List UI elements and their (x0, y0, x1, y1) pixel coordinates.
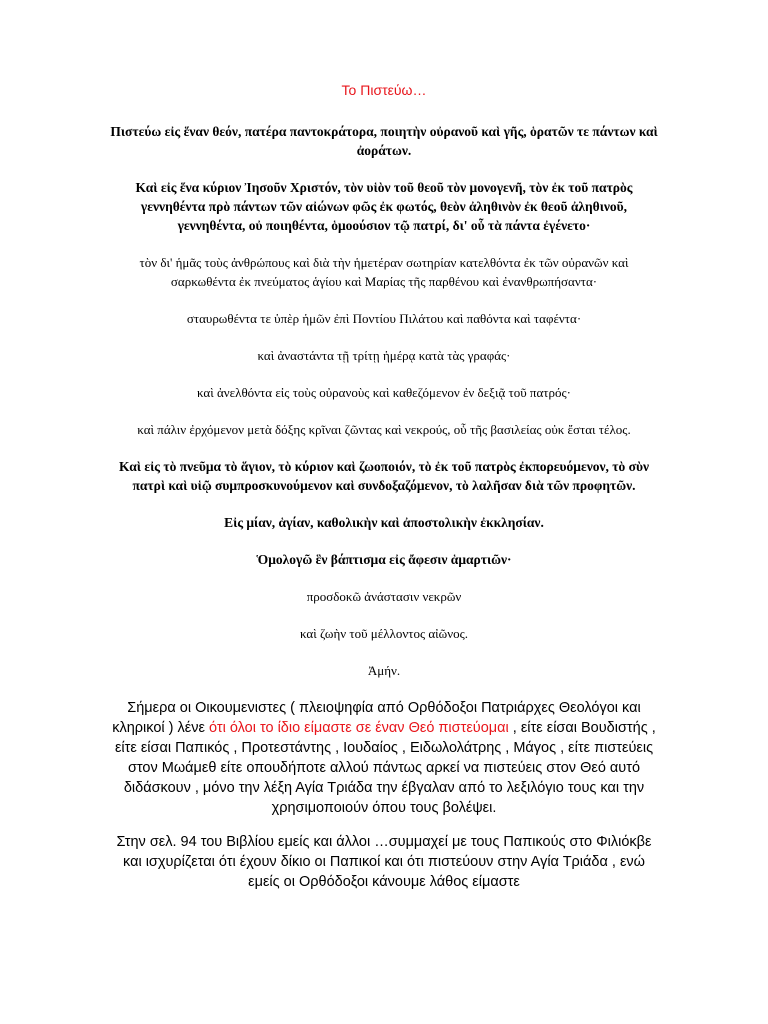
creed-amen: Ἀμήν. (367, 663, 401, 678)
commentary-highlight: ότι όλοι το ίδιο είμαστε σε έναν Θεό πιστεύομαι (208, 720, 509, 736)
creed-article-4: σταυρωθέντα τε ὑπὲρ ἡμῶν ἐπὶ Ποντίου Πιλάτου καὶ παθόντα καὶ ταφέντα· (186, 311, 582, 326)
document-title: Το Πιστεύω… (341, 82, 427, 98)
commentary-paragraph-1 (110, 698, 658, 818)
commentary-paragraph-2: Στην σελ. 94 του Βιβλίου εμείς και άλλοι …συμμαχεί με τους Παπικούς στο Φιλιόκβε και ισχυρίζεται ότι έχουν δίκιο οι Παπικοί και ότι πιστεύουν στην Αγία Τριάδα , ενώ εμείς οι Ορθόδοξοι κάνουμε λάθος είμαστε (116, 834, 652, 890)
creed-article-6: καὶ ἀνελθόντα εἰς τοὺς οὐρανοὺς καὶ καθεζόμενον ἐν δεξιᾷ τοῦ πατρός· (197, 385, 571, 400)
creed-article-7: καὶ πάλιν ἐρχόμενον μετὰ δόξης κρῖναι ζῶντας καὶ νεκρούς, οὗ τῆς βασιλείας οὐκ ἔσται τέλος. (137, 422, 631, 437)
creed-article-12: καὶ ζωὴν τοῦ μέλλοντος αἰῶνος. (300, 626, 468, 641)
creed-article-3: τὸν δι' ἡμᾶς τοὺς ἀνθρώπους καὶ διὰ τὴν ἡμετέραν σωτηρίαν κατελθόντα ἐκ τῶν οὐρανῶν καὶ σαρκωθέντα ἐκ πνεύματος ἁγίου καὶ Μαρίας τῆς παρθένου καὶ ἐνανθρωπήσαντα· (139, 255, 629, 289)
commentary-text-end: , είτε είσαι Βουδιστής , είτε είσαι Παπικός , Προτεστάντης , Ιουδαίος , Ειδωλολάτρης , Μάγος , είτε πιστεύεις στον Μωάμεθ είτε οπουδήποτε αλλού πάντως αρκεί να πιστεύεις στον Θεό αυτό διδάσκουν , μόνο την λέξη Αγία Τριάδα την έβγαλαν από το λεξιλόγιο τους και την χρησιμοποιούν όπου τους βολέψει. (114, 720, 656, 816)
creed-article-5: καὶ ἀναστάντα τῇ τρίτῃ ἡμέρᾳ κατὰ τὰς γραφάς· (257, 348, 511, 363)
creed-article-11: προσδοκῶ ἀνάστασιν νεκρῶν (306, 589, 462, 604)
creed-article-2: Καὶ εἰς ἕνα κύριον Ἰησοῦν Χριστόν, τὸν υἱὸν τοῦ θεοῦ τὸν μονογενῆ, τὸν ἐκ τοῦ πατρὸς γεννηθέντα πρὸ πάντων τῶν αἰώνων φῶς ἐκ φωτός, θεὸν ἀληθινὸν ἐκ θεοῦ ἀληθινοῦ, γεννηθέντα, οὐ ποιηθέντα, ὁμοούσιον τῷ πατρί, δι' οὗ τὰ πάντα ἐγένετο· (135, 180, 633, 233)
creed-article-8: Καὶ εἰς τὸ πνεῦμα τὸ ἅγιον, τὸ κύριον καὶ ζωοποιόν, τὸ ἐκ τοῦ πατρὸς ἐκπορευόμενον, τὸ σὺν πατρὶ καὶ υἱῷ συμπροσκυνούμενον καὶ συνδοξαζόμενον, τὸ λαλῆσαν διὰ τῶν προφητῶν. (118, 459, 649, 493)
creed-article-10: Ὁμολογῶ ἓν βάπτισμα εἰς ἄφεσιν ἁμαρτιῶν· (256, 552, 512, 567)
creed-article-9: Εἰς μίαν, ἁγίαν, καθολικὴν καὶ ἀποστολικὴν ἐκκλησίαν. (224, 515, 544, 530)
creed-article-1: Πιστεύω εἰς ἕναν θεόν, πατέρα παντοκράτορα, ποιητὴν οὐρανοῦ καὶ γῆς, ὁρατῶν τε πάντων καὶ ἀοράτων. (110, 124, 658, 158)
commentary-text-start: Σήμερα οι Οικουμενιστες ( πλειοψηφία από Ορθόδοξοι Πατριάρχες Θεολόγοι και κληρικοί ) λένε (112, 700, 641, 736)
